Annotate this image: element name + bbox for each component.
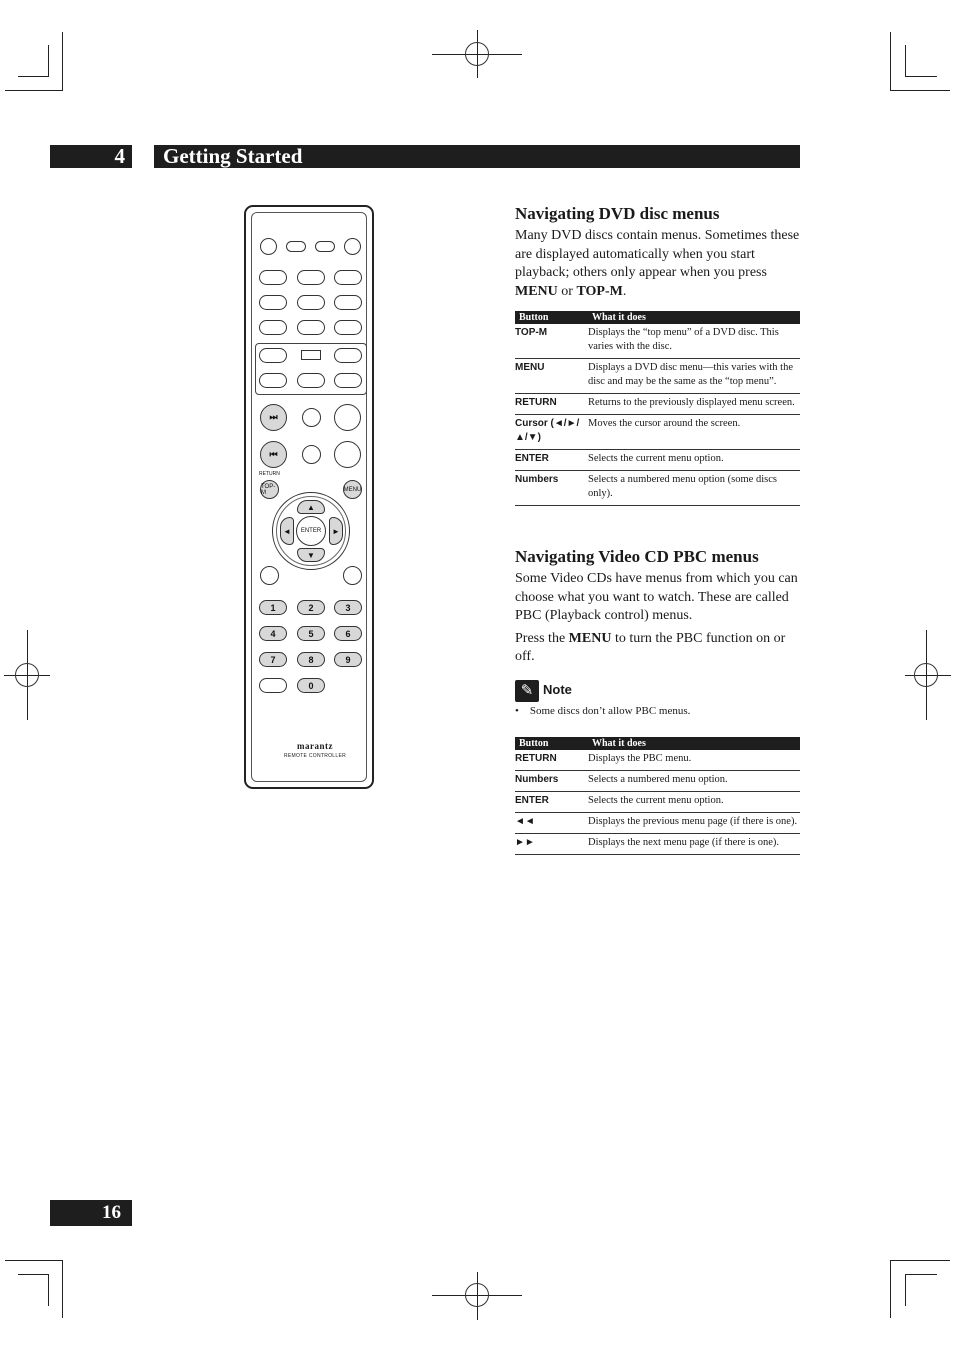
vcd-para2-text: to turn the PBC function on or off.	[515, 630, 786, 664]
dvd-intro-text: .	[622, 283, 627, 299]
crop-mark	[62, 32, 63, 90]
remote-button	[259, 678, 287, 693]
dvd-intro	[515, 227, 800, 301]
table-cell-desc: Selects a numbered menu option (some discs only).	[588, 471, 800, 506]
remote-cursor-right-icon: ►	[329, 517, 343, 545]
vcd-para2	[515, 630, 800, 667]
remote-button	[301, 350, 321, 360]
remote-button	[334, 441, 361, 468]
chapter-title: Getting Started	[154, 145, 800, 168]
remote-number-button: 6	[334, 626, 362, 641]
table-row	[515, 450, 800, 471]
remote-number-button: 4	[259, 626, 287, 641]
remote-button	[334, 373, 362, 388]
crop-mark	[48, 1274, 49, 1306]
table-cell-button: ◄◄	[515, 813, 588, 834]
remote-return-label: RETURN	[259, 471, 280, 477]
remote-button	[302, 445, 321, 464]
registration-mark	[15, 663, 39, 687]
table-cell-button: MENU	[515, 359, 588, 394]
table-cell-button: Numbers	[515, 771, 588, 792]
table-cell-desc: Displays the PBC menu.	[588, 750, 800, 771]
remote-button	[302, 408, 321, 427]
crop-mark	[905, 45, 906, 77]
table-cell-button: Cursor (◄/►/▲/▼)	[515, 415, 588, 450]
remote-button	[343, 566, 362, 585]
table-row	[515, 415, 800, 450]
vcd-para1: Some Video CDs have menus from which you can choose what you want to watch. These are called PBC (Playback control) menus.	[515, 571, 798, 623]
table-cell-button: RETURN	[515, 750, 588, 771]
remote-brand-logo: marantz	[297, 741, 333, 751]
remote-button	[259, 348, 287, 363]
crop-mark	[62, 1260, 63, 1318]
dvd-heading: Navigating DVD disc menus	[515, 204, 720, 223]
dvd-button-table	[515, 311, 800, 506]
chapter-number: 4	[50, 145, 132, 168]
crop-mark	[905, 1274, 937, 1275]
table-cell-desc: Selects a numbered menu option.	[588, 771, 800, 792]
bullet-icon: •	[515, 705, 530, 717]
table-header-desc: What it does	[588, 311, 800, 324]
remote-cursor-left-icon: ◄	[280, 517, 294, 545]
dvd-section	[515, 204, 800, 301]
crop-mark	[890, 90, 950, 91]
remote-button	[297, 295, 325, 310]
vcd-button-table	[515, 737, 800, 855]
remote-menu-button: MENU	[343, 480, 362, 499]
crop-mark	[48, 45, 49, 77]
remote-button	[297, 320, 325, 335]
crop-mark	[890, 1260, 950, 1261]
table-header-row	[515, 737, 800, 750]
table-cell-button: RETURN	[515, 394, 588, 415]
remote-brand-subtitle: REMOTE CONTROLLER	[283, 753, 347, 759]
remote-power-button	[260, 238, 277, 255]
remote-top-m-button: TOP-M	[260, 480, 279, 499]
remote-cursor-down-icon: ▼	[297, 548, 325, 562]
table-cell-button: ENTER	[515, 792, 588, 813]
remote-enter-button: ENTER	[296, 516, 326, 546]
remote-cursor-up-icon: ▲	[297, 500, 325, 514]
remote-button	[334, 348, 362, 363]
dvd-intro-text: Many DVD discs contain menus. Sometimes these are displayed automatically when you start playback; others only appear when you press	[515, 228, 800, 280]
table-row	[515, 324, 800, 359]
note-text	[515, 705, 690, 717]
crop-mark	[905, 76, 937, 77]
vcd-para2-menu: MENU	[568, 630, 612, 646]
table-row	[515, 750, 800, 771]
registration-mark	[465, 42, 489, 66]
remote-button	[259, 373, 287, 388]
table-row	[515, 771, 800, 792]
note-pencil-icon: ✎	[515, 680, 539, 702]
remote-button	[315, 241, 335, 252]
table-cell-desc: Moves the cursor around the screen.	[588, 415, 800, 450]
registration-mark	[465, 1283, 489, 1307]
crop-mark	[890, 32, 891, 90]
vcd-para2-text: Press the	[515, 630, 569, 646]
remote-skip-prev-button: ⏮	[260, 441, 287, 468]
remote-button	[334, 295, 362, 310]
table-header-button: Button	[515, 737, 588, 750]
table-row	[515, 834, 800, 855]
crop-mark	[18, 1274, 48, 1275]
dvd-intro-text: or	[557, 283, 577, 299]
table-cell-desc: Selects the current menu option.	[588, 792, 800, 813]
registration-mark	[914, 663, 938, 687]
remote-button	[259, 295, 287, 310]
table-row	[515, 813, 800, 834]
remote-button	[334, 270, 362, 285]
remote-number-button: 7	[259, 652, 287, 667]
table-cell-desc: Returns to the previously displayed menu screen.	[588, 394, 800, 415]
remote-button	[259, 270, 287, 285]
remote-number-button: 3	[334, 600, 362, 615]
remote-button	[297, 373, 325, 388]
remote-button	[286, 241, 306, 252]
crop-mark	[18, 76, 48, 77]
remote-number-button: 1	[259, 600, 287, 615]
table-cell-desc: Displays the next menu page (if there is one).	[588, 834, 800, 855]
remote-number-button: 8	[297, 652, 325, 667]
dvd-intro-top-m: TOP-M	[576, 283, 623, 299]
table-cell-button: ►►	[515, 834, 588, 855]
dvd-intro-menu: MENU	[515, 283, 558, 299]
remote-body	[251, 212, 367, 782]
vcd-section	[515, 547, 800, 667]
note-text-content: Some discs don’t allow PBC menus.	[529, 705, 691, 717]
note-label: Note	[543, 682, 572, 697]
remote-number-button: 2	[297, 600, 325, 615]
table-row	[515, 359, 800, 394]
crop-mark	[5, 90, 63, 91]
remote-button	[334, 404, 361, 431]
table-header-desc: What it does	[588, 737, 800, 750]
remote-button	[259, 320, 287, 335]
remote-button	[344, 238, 361, 255]
table-cell-desc: Selects the current menu option.	[588, 450, 800, 471]
crop-mark	[890, 1260, 891, 1318]
remote-button	[260, 566, 279, 585]
table-row	[515, 394, 800, 415]
table-cell-desc: Displays a DVD disc menu—this varies with the disc and may be the same as the “top menu”.	[588, 359, 800, 394]
table-row	[515, 792, 800, 813]
page-number: 16	[50, 1200, 132, 1226]
table-cell-desc: Displays the previous menu page (if there is one).	[588, 813, 800, 834]
table-header-button: Button	[515, 311, 588, 324]
table-cell-button: Numbers	[515, 471, 588, 506]
table-header-row	[515, 311, 800, 324]
table-cell-desc: Displays the “top menu” of a DVD disc. This varies with the disc.	[588, 324, 800, 359]
table-row	[515, 471, 800, 506]
crop-mark	[905, 1274, 906, 1306]
remote-button	[334, 320, 362, 335]
remote-control-illustration	[244, 205, 374, 789]
remote-number-button: 9	[334, 652, 362, 667]
remote-skip-next-button: ⏭	[260, 404, 287, 431]
remote-number-button: 0	[297, 678, 325, 693]
table-cell-button: TOP-M	[515, 324, 588, 359]
remote-number-button: 5	[297, 626, 325, 641]
crop-mark	[5, 1260, 63, 1261]
vcd-heading: Navigating Video CD PBC menus	[515, 547, 759, 566]
table-cell-button: ENTER	[515, 450, 588, 471]
remote-button	[297, 270, 325, 285]
